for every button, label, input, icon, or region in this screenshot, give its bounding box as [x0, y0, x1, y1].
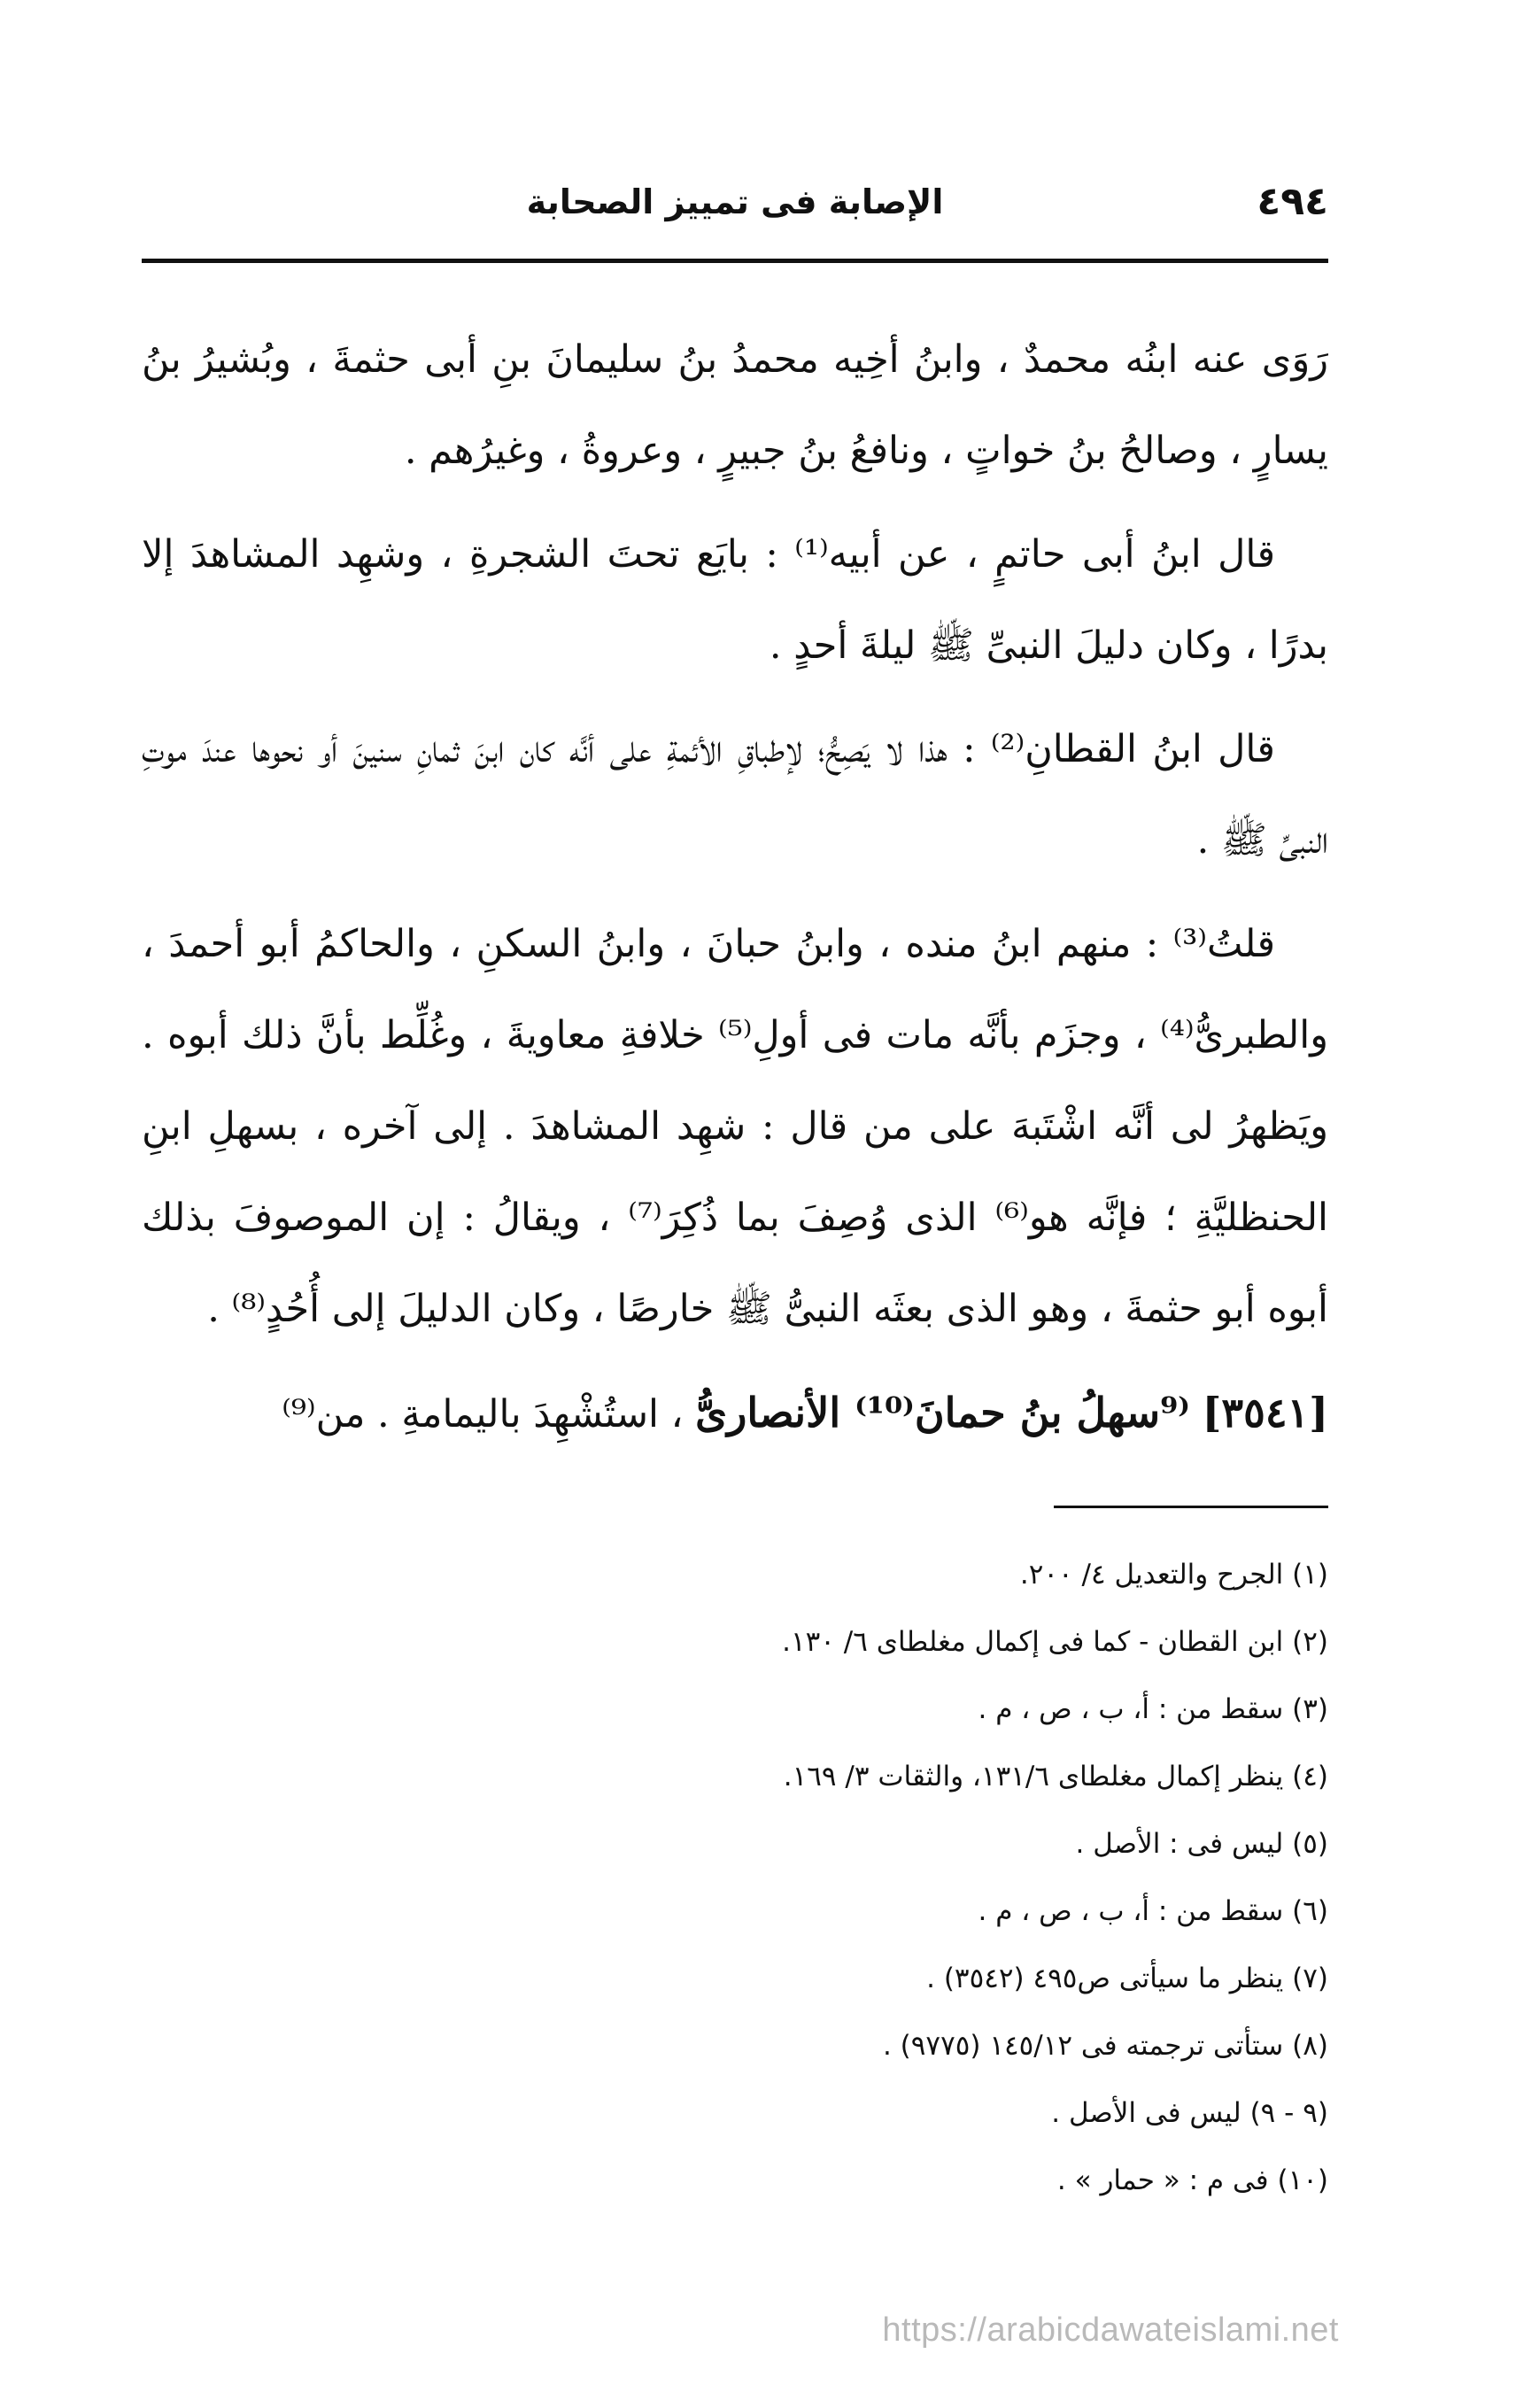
- footnote-3: (٣) سقط من : أ، ب ، ص ، م .: [978, 1693, 1328, 1725]
- page-number: ٤٩٤: [1257, 179, 1328, 224]
- footnote-10: (١٠) فى م : « حمار » .: [1056, 2164, 1328, 2196]
- paragraph-4: قلتُ⁽³⁾ : منهم ابنُ منده ، وابنُ حبانَ ، وابنُ السكنِ ، والحاكمُ أبو أحمدَ ، والطبرىُّ⁽⁴⁾ ، وجزَم بأنَّه مات فى أولِ⁽⁵⁾ خلافةِ معاويةَ ، وغُلِّط بأنَّ ذلك أبوه . ويَظهرُ لى أنَّه اشْتَبهَ على من قال : شهِد المشاهدَ . إلى آخره ، بسهلِ ابنِ الحنظليَّةِ ؛ فإنَّه هو⁽⁶⁾ الذى وُصِفَ بما ذُكِرَ⁽⁷⁾ ، ويقالُ : إن الموصوفَ بذلك أبوه أبو حثمةَ ، وهو الذى بعثَه النبىُّ ﷺ خارصًا ، وكان الدليلَ إلى أُحُدٍ⁽⁸⁾ .: [142, 922, 1328, 1331]
- main-text: [142, 314, 1328, 1473]
- footnote-9: (٩ - ٩) ليس فى الأصل .: [1051, 2097, 1328, 2129]
- entry-name: ⁽⁹سهلُ بنُ حمانَ⁽¹⁰⁾ الأنصارىُّ: [695, 1389, 1190, 1436]
- footnote-4: (٤) ينظر إكمال مغلطاى ١٣١/٦، والثقات ٣/ ١٦٩.: [783, 1761, 1328, 1792]
- footnote-2: (٢) ابن القطان - كما فى إكمال مغلطاى ٦/ ١٣٠.: [782, 1626, 1328, 1658]
- paragraph-3: قال ابنُ القطانِ⁽²⁾ : هذا لا يَصِحُّ؛ لإطباقِ الأئمةِ على أنَّه كان ابنَ ثمانِ سنينَ أو نحوها عندَ موتِ النبىِّ ﷺ .: [142, 727, 1328, 863]
- footnote-rule: [1054, 1506, 1328, 1508]
- footnote-8: (٨) ستأتى ترجمته فى ١٤٥/١٢ (٩٧٧٥) .: [882, 2030, 1328, 2062]
- footnote-5: (٥) ليس فى : الأصل .: [1075, 1828, 1328, 1860]
- footnote-7: (٧) ينظر ما سيأتى ص٤٩٥ (٣٥٤٢) .: [926, 1963, 1328, 1994]
- footnotes: [266, 1541, 1328, 2214]
- footnote-6: (٦) سقط من : أ، ب ، ص ، م .: [978, 1895, 1328, 1927]
- book-title: الإصابة فى تمييز الصحابة: [526, 182, 944, 221]
- header-rule: [142, 259, 1328, 263]
- footnote-1: (١) الجرح والتعديل ٤/ ٢٠٠.: [1019, 1559, 1328, 1591]
- paragraph-1: رَوَى عنه ابنُه محمدٌ ، وابنُ أخِيه محمدُ بنُ سليمانَ بنِ أبى حثمةَ ، وبُشيرُ بنُ يسارٍ ، وصالحُ بنُ خواتٍ ، ونافعُ بنُ جبيرٍ ، وعروةُ ، وغيرُهم .: [142, 337, 1328, 473]
- watermark-url: https://arabicdawateislami.net: [882, 2311, 1339, 2349]
- paragraph-2: قال ابنُ أبى حاتمٍ ، عن أبيه⁽¹⁾ : بايَع تحتَ الشجرةِ ، وشهِد المشاهدَ إلا بدرًا ، وكان دليلَ النبىِّ ﷺ ليلةَ أحدٍ .: [142, 532, 1328, 668]
- entry-heading: [142, 1367, 1328, 1460]
- entry-rest: ، استُشْهِدَ باليمامةِ . من⁽⁹⁾: [282, 1392, 684, 1436]
- entry-number: [٣٥٤١]: [1202, 1389, 1328, 1436]
- running-header: [142, 174, 1328, 236]
